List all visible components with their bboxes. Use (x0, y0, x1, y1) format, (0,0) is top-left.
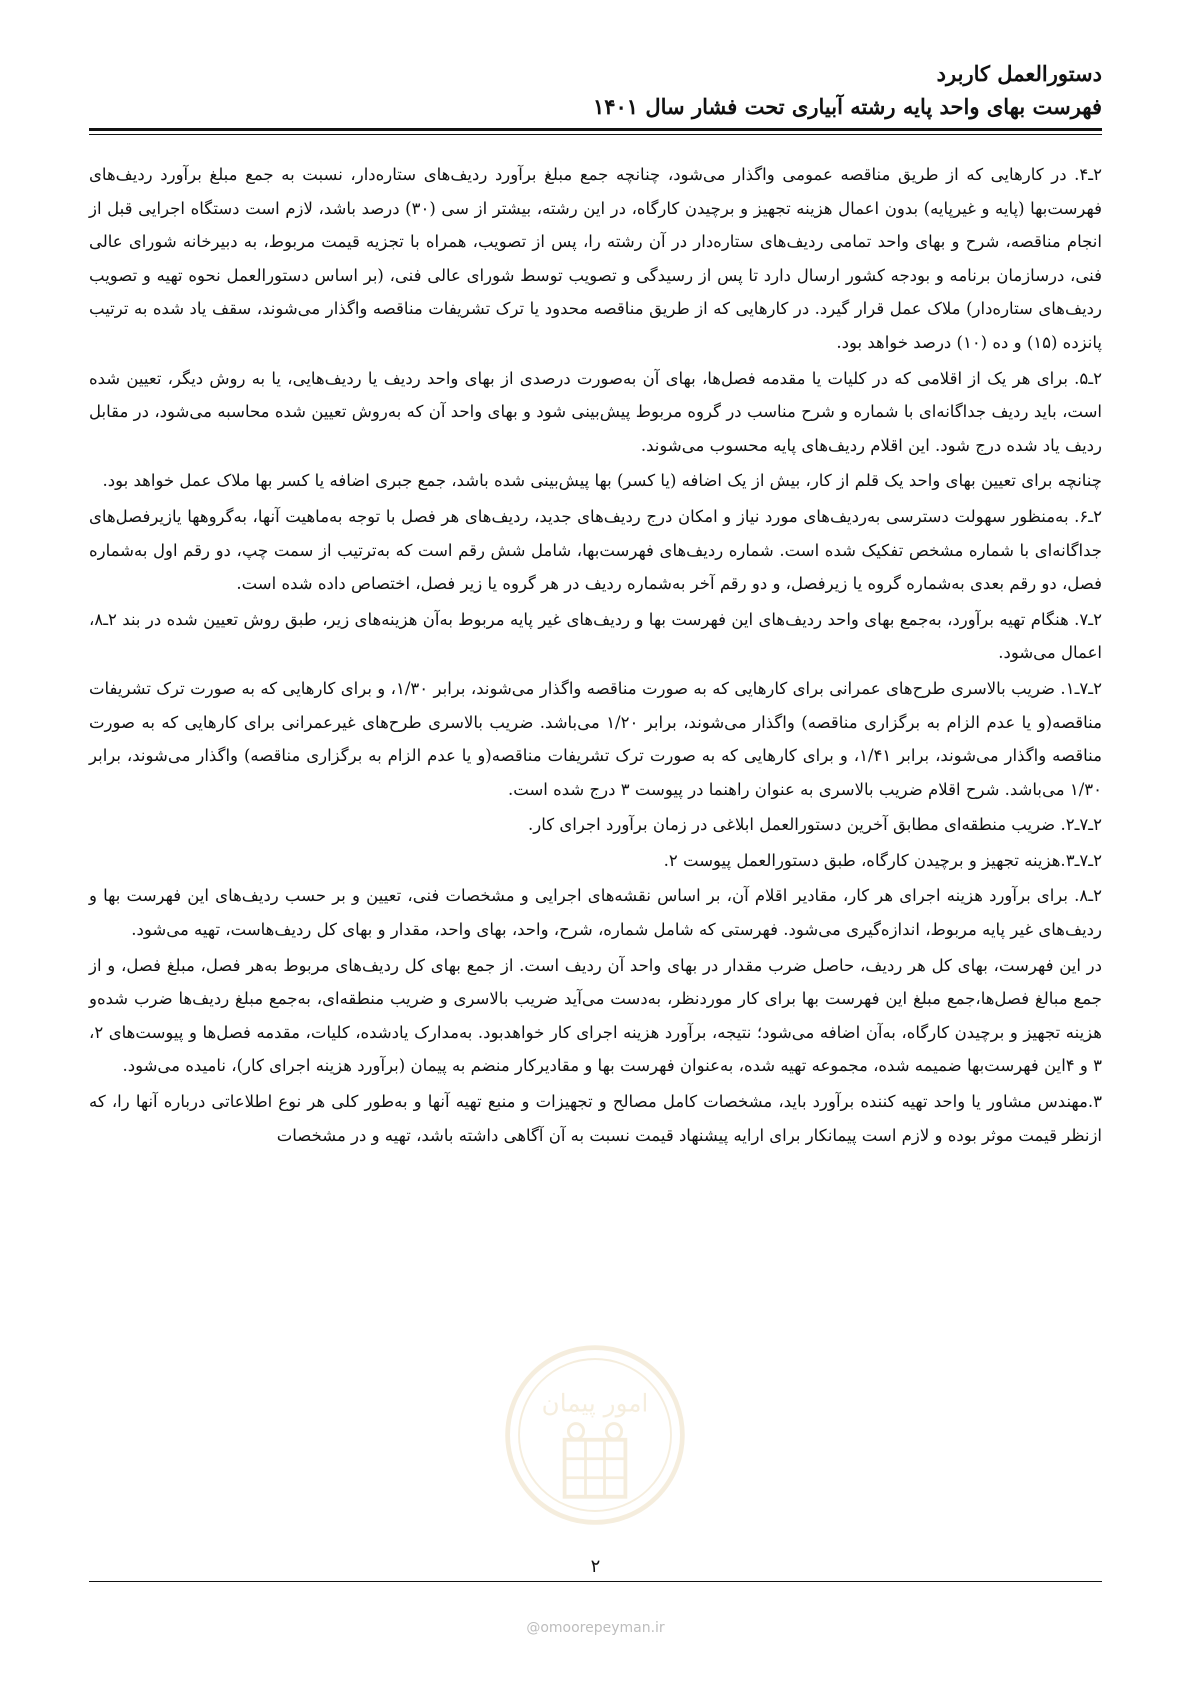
document-subtitle: فهرست بهای واحد پایه رشته آبیاری تحت فشار سال ۱۴۰۱ (592, 94, 1102, 119)
paragraph-2-7-1: ۲ـ۷ـ۱. ضریب بالاسری طرح‌های عمرانی برای کارهایی که به صورت مناقصه واگذار می‌شوند، برابر ۱/۳۰، و برای کارهایی که به صورت ترک تشریفات مناقصه(و یا عدم الزام به برگزاری مناقصه) واگذار می‌شوند، برابر ۱/۲۰ می‌باشد. ضریب بالاسری طرح‌های غیرعمرانی برای کارهایی که به صورت مناقصه واگذار می‌شوند، برابر ۱/۴۱، و برای کارهایی که به صورت ترک تشریفات مناقصه(و یا عدم الزام به برگزاری مناقصه) واگذار می‌شوند، برابر ۱/۳۰ می‌باشد. شرح اقلام ضریب بالاسری به عنوان راهنما در پیوست ۳ درج شده است. (89, 678, 1103, 799)
page-number: ۲ (590, 1556, 601, 1577)
paragraph-2-8: ۲ـ۸. برای برآورد هزینه اجرای هر کار، مقادیر اقلام آن، بر اساس نقشه‌های اجرایی و مشخصات فنی، تعیین و بر حسب ردیف‌های این فهرست بها و ردیف‌های غیر پایه مربوط، اندازه‌گیری می‌شود. فهرستی که شامل شماره، شرح، واحد، بهای واحد، مقدار و بهای کل ردیف‌هاست، تهیه می‌شود. (89, 886, 1102, 940)
header-rule-thick (89, 128, 1102, 131)
site-watermark-text: @omoorepeyman.ir (526, 1620, 665, 1636)
document-title: دستورالعمل کاربرد (936, 61, 1102, 86)
paragraph-2-7-3: ۲ـ۷ـ۳.هزینه تجهیز و برچیدن کارگاه، طبق دستورالعمل پیوست ۲. (663, 850, 1102, 870)
paragraph-2-5-note: چنانچه برای تعیین بهای واحد یک قلم از کار، بیش از یک اضافه (یا کسر) بها پیش‌بینی شده باشد، جمع جبری اضافه یا کسر بها ملاک عمل خواهد بود. (102, 471, 1102, 491)
paragraph-3: ۳.مهندس مشاور یا واحد تهیه کننده برآورد باید، مشخصات کامل مصالح و تجهیزات و منبع تهیه آنها و به‌طور کلی هر نوع اطلاعاتی درباره آنها را، که ازنظر قیمت موثر بوده و لازم است پیمانکار برای ارایه پیشنهاد قیمت نسبت به آن آگاهی داشته باشد، تهیه و در مشخصات (89, 1092, 1102, 1145)
paragraph-2-5: ۲ـ۵. برای هر یک از اقلامی که در کلیات یا مقدمه فصل‌ها، بهای آن به‌صورت درصدی از بهای واحد ردیف یا ردیف‌هایی، یا به روش دیگر، تعیین شده است، باید ردیف جداگانه‌ای با شماره و شرح مناسب در گروه مربوط پیش‌بینی شود و بهای واحد آن که به‌روش تعیین شده محاسبه می‌شود، در مقابل ردیف یاد شده درج شود. این اقلام ردیف‌های پایه محسوب می‌شوند. (89, 368, 1102, 455)
watermark-seal (500, 1340, 690, 1530)
paragraph-2-7-2: ۲ـ۷ـ۲. ضریب منطقه‌ای مطابق آخرین دستورالعمل ابلاغی در زمان برآورد اجرای کار. (528, 815, 1102, 835)
header-rule-thin (89, 134, 1102, 135)
page-header (89, 58, 1102, 124)
document-body (89, 158, 1102, 1154)
footer-rule (89, 1581, 1102, 1582)
watermark-text: امور پیمان (541, 1388, 649, 1418)
paragraph-2-4: ۲ـ۴. در کارهایی که از طریق مناقصه عمومی واگذار می‌شود، چنانچه جمع مبلغ برآورد ردیف‌های ستاره‌دار، نسبت به جمع مبلغ برآورد ردیف‌های فهرست‌بها (پایه و غیرپایه) بدون اعمال هزینه تجهیز و برچیدن کارگاه، در این رشته، بیشتر از سی (۳۰) درصد باشد، لازم است دستگاه اجرایی قبل از انجام مناقصه، شرح و بهای واحد تمامی ردیف‌های ستاره‌دار در آن رشته را، پس از تصویب، همراه با تجزیه قیمت مربوط، به دبیرخانه شورای عالی فنی، درسازمان برنامه و بودجه کشور ارسال دارد تا پس از رسیدگی و تصویب توسط شورای عالی فنی، (بر اساس دستورالعمل نحوه تهیه و تصویب ردیف‌های ستاره‌دار) ملاک عمل قرار گیرد. در کارهایی که از طریق مناقصه محدود یا ترک تشریفات مناقصه واگذار می‌شوند، سقف یاد شده به ترتیب پانزده (۱۵) و ده (۱۰) درصد خواهد بود. (89, 165, 1103, 352)
paragraph-2-8-note: در این فهرست، بهای کل هر ردیف، حاصل ضرب مقدار در بهای واحد آن ردیف است. از جمع بهای کل ردیف‌های مربوط به‌هر فصل، مبلغ فصل، و از جمع مبالغ فصل‌ها،جمع مبلغ این فهرست بها برای کار موردنظر، به‌دست می‌آید ضریب بالاسری و ضریب منطقه‌ای، به‌جمع مبلغ ردیف‌ها ضرب شده‌و هزینه تجهیز و برچیدن کارگاه، به‌آن اضافه می‌شود؛ نتیجه، برآورد هزینه اجرای کار خواهد‌بود. به‌مدارک یادشده، کلیات، مقدمه فصل‌ها و پیوست‌های ۲، ۳ و ۴این فهرست‌بها ضمیمه شده، مجموعه تهیه شده، به‌عنوان فهرست بها و مقادیرکار منضم به پیمان (برآورد هزینه اجرای کار)، نامیده می‌شود. (89, 955, 1102, 1076)
paragraph-2-7: ۲ـ۷. هنگام تهیه برآورد، به‌جمع بهای واحد ردیف‌های این فهرست بها و ردیف‌های غیر پایه مربوط به‌آن هزینه‌های زیر، طبق روش تعیین شده در بند ۲ـ۸، اعمال می‌شود. (89, 609, 1102, 663)
paragraph-2-6: ۲ـ۶. به‌منظور سهولت دسترسی به‌ردیف‌های مورد نیاز و امکان درج ردیف‌های جدید، ردیف‌های هر فصل با توجه به‌ماهیت آنها، به‌گروهها یازیرفصل‌های جداگانه‌ای با شماره مشخص تفکیک شده است. شماره ردیف‌های فهرست‌بها، شامل شش رقم است که به‌ترتیب از سمت چپ، دو رقم اول به‌شماره فصل، دو رقم بعدی به‌شماره گروه یا زیرفصل، و دو رقم آخر به‌شماره ردیف در هر گروه یا زیر فصل، اختصاص داده شده است. (89, 506, 1102, 594)
